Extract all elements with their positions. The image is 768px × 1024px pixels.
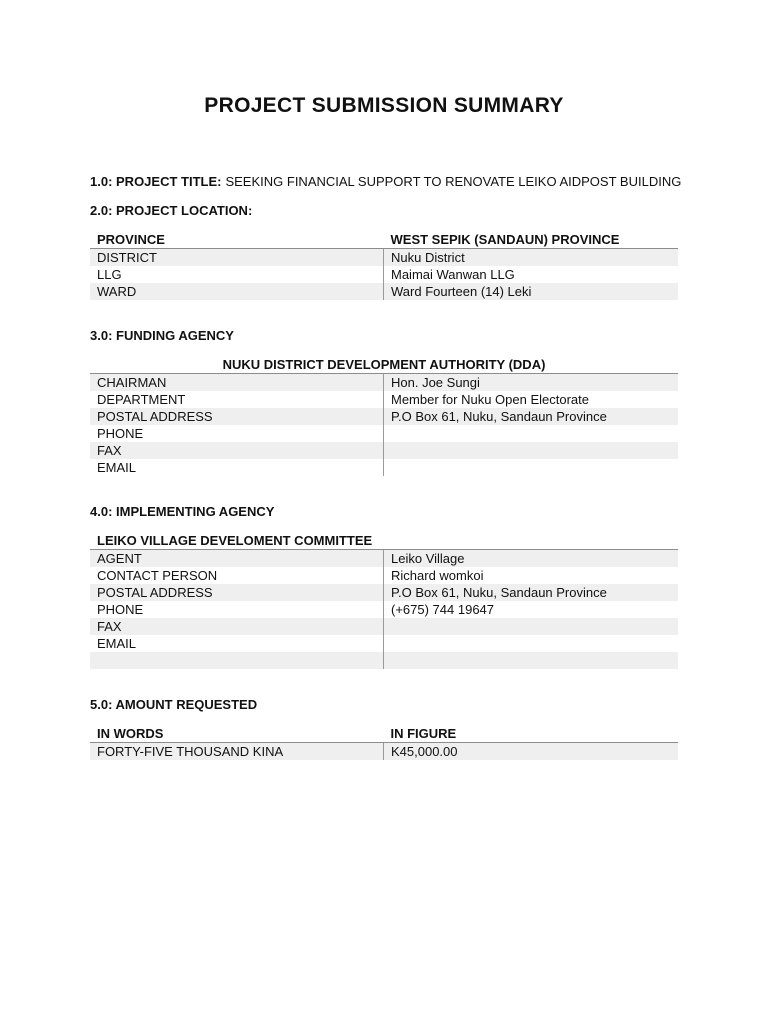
project-title-label: 1.0: PROJECT TITLE: bbox=[90, 174, 222, 189]
table-row bbox=[90, 408, 678, 425]
table-row bbox=[90, 266, 678, 283]
table-value-cell bbox=[384, 652, 679, 669]
table-header-cell: IN WORDS bbox=[90, 724, 384, 743]
table-value-cell: Leiko Village bbox=[384, 550, 679, 568]
table-value-cell: Richard womkoi bbox=[384, 567, 679, 584]
table-label-cell: CHAIRMAN bbox=[90, 374, 384, 392]
table-label-cell: FAX bbox=[90, 442, 384, 459]
table-value-cell bbox=[384, 442, 679, 459]
table-row bbox=[90, 442, 678, 459]
table-label-cell: DEPARTMENT bbox=[90, 391, 384, 408]
table-header-cell: PROVINCE bbox=[90, 230, 384, 249]
table-value-cell: Ward Fourteen (14) Leki bbox=[384, 283, 679, 300]
table-row bbox=[90, 249, 678, 267]
table-row bbox=[90, 550, 678, 568]
table-label-cell: DISTRICT bbox=[90, 249, 384, 267]
table-row bbox=[90, 425, 678, 442]
table-label-cell: POSTAL ADDRESS bbox=[90, 408, 384, 425]
table-row bbox=[90, 283, 678, 300]
table-value-cell bbox=[384, 459, 679, 476]
project-location-heading: 2.0: PROJECT LOCATION: bbox=[90, 203, 253, 218]
implementing-agency-heading: 4.0: IMPLEMENTING AGENCY bbox=[90, 504, 275, 519]
table-label-cell: PHONE bbox=[90, 601, 384, 618]
table-row bbox=[90, 652, 678, 669]
amount-requested-heading: 5.0: AMOUNT REQUESTED bbox=[90, 697, 258, 712]
table-label-cell: FAX bbox=[90, 618, 384, 635]
table-row bbox=[90, 391, 678, 408]
table-label-cell: AGENT bbox=[90, 550, 384, 568]
funding-agency-table bbox=[90, 355, 678, 476]
implementing-agency-table bbox=[90, 531, 678, 669]
table-label-cell: PHONE bbox=[90, 425, 384, 442]
page-title: PROJECT SUBMISSION SUMMARY bbox=[204, 94, 564, 117]
amount-in-figure: K45,000.00 bbox=[384, 743, 679, 761]
table-value-cell: Hon. Joe Sungi bbox=[384, 374, 679, 392]
table-label-cell: WARD bbox=[90, 283, 384, 300]
table-row bbox=[90, 567, 678, 584]
table-row bbox=[90, 601, 678, 618]
table-header-cell: NUKU DISTRICT DEVELOPMENT AUTHORITY (DDA) bbox=[90, 355, 678, 374]
amount-in-words: FORTY-FIVE THOUSAND KINA bbox=[90, 743, 384, 761]
table-header-cell: WEST SEPIK (SANDAUN) PROVINCE bbox=[384, 230, 679, 249]
table-header-row bbox=[90, 531, 678, 550]
project-title-line bbox=[90, 174, 681, 189]
funding-agency-heading: 3.0: FUNDING AGENCY bbox=[90, 328, 234, 343]
table-value-cell bbox=[384, 635, 679, 652]
table-row bbox=[90, 459, 678, 476]
project-location-table bbox=[90, 230, 678, 300]
table-row bbox=[90, 635, 678, 652]
table-value-cell: Member for Nuku Open Electorate bbox=[384, 391, 679, 408]
table-value-cell: P.O Box 61, Nuku, Sandaun Province bbox=[384, 408, 679, 425]
table-header-cell: LEIKO VILLAGE DEVELOMENT COMMITTEE bbox=[90, 531, 678, 550]
table-label-cell: POSTAL ADDRESS bbox=[90, 584, 384, 601]
table-value-cell: P.O Box 61, Nuku, Sandaun Province bbox=[384, 584, 679, 601]
table-row bbox=[90, 374, 678, 392]
table-label-cell: CONTACT PERSON bbox=[90, 567, 384, 584]
amount-requested-table bbox=[90, 724, 678, 760]
table-label-cell bbox=[90, 652, 384, 669]
table-label-cell: EMAIL bbox=[90, 635, 384, 652]
table-value-cell: (+675) 744 19647 bbox=[384, 601, 679, 618]
table-header-cell: IN FIGURE bbox=[384, 724, 679, 743]
table-value-cell: Maimai Wanwan LLG bbox=[384, 266, 679, 283]
table-value-cell: Nuku District bbox=[384, 249, 679, 267]
table-header-row bbox=[90, 355, 678, 374]
table-row bbox=[90, 584, 678, 601]
table-row bbox=[90, 743, 678, 761]
project-title-value: SEEKING FINANCIAL SUPPORT TO RENOVATE LEIKO AIDPOST BUILDING bbox=[225, 174, 682, 189]
table-label-cell: LLG bbox=[90, 266, 384, 283]
table-value-cell bbox=[384, 425, 679, 442]
table-label-cell: EMAIL bbox=[90, 459, 384, 476]
table-header-row bbox=[90, 230, 678, 249]
table-row bbox=[90, 618, 678, 635]
table-header-row bbox=[90, 724, 678, 743]
table-value-cell bbox=[384, 618, 679, 635]
